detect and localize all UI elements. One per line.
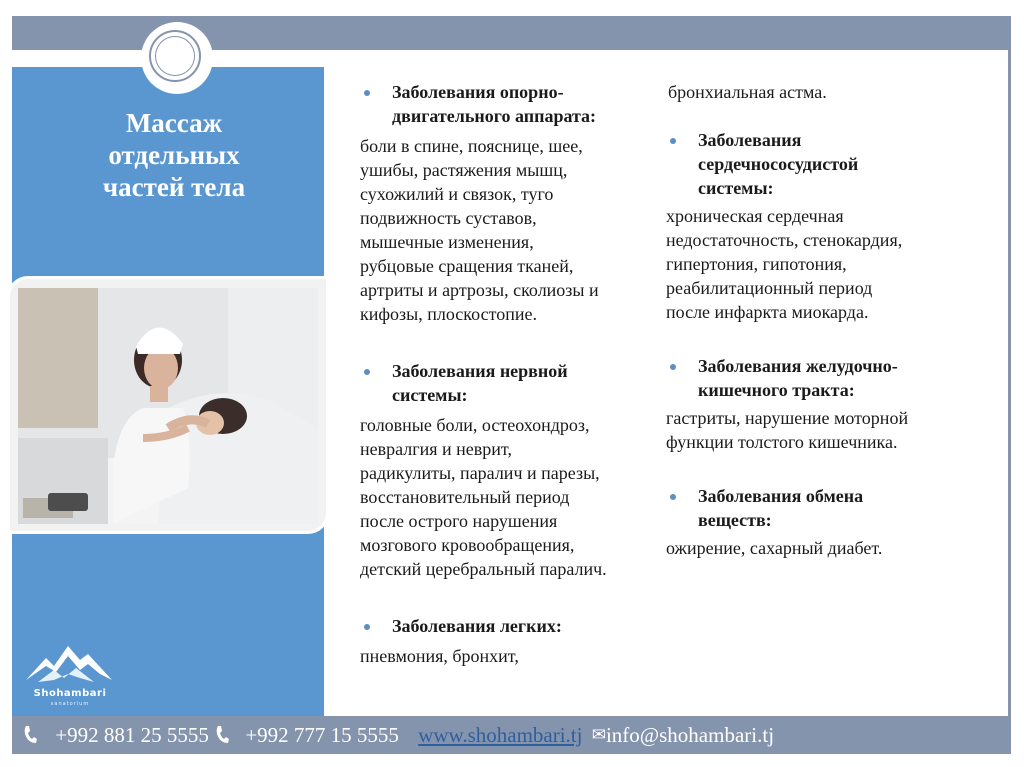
email-address[interactable]: info@shohambari.tj	[605, 723, 775, 748]
continuation-text: бронхиальная астма.	[668, 82, 827, 102]
massage-photo-image	[18, 288, 318, 524]
footer-contacts	[22, 718, 774, 750]
phone-icon	[22, 724, 38, 746]
slide-title: Массаж отдельных частей тела	[102, 108, 246, 202]
section-nervous-system	[360, 359, 668, 581]
section-heading	[666, 128, 996, 200]
website-link[interactable]: www.shohambari.tj	[418, 723, 583, 748]
envelope-icon: ✉	[591, 725, 606, 746]
section-heading-text: Заболевания опорно- двигательного аппарата:	[392, 82, 597, 126]
bullet-icon	[670, 364, 676, 370]
section-cardiovascular	[666, 128, 996, 324]
section-text: ожирение, сахарный диабет.	[666, 538, 883, 558]
section-heading	[360, 614, 668, 638]
phone-number-2[interactable]: +992 777 15 5555	[245, 723, 399, 748]
section-musculoskeletal	[360, 80, 668, 326]
decorative-circle-inner-ring	[155, 36, 195, 76]
section-heading-text: Заболевания нервной системы:	[392, 361, 568, 405]
section-heading	[666, 354, 996, 402]
massage-photo	[18, 288, 318, 524]
section-heading-text: Заболевания легких:	[392, 616, 562, 636]
section-text: пневмония, бронхит,	[360, 646, 519, 666]
bullet-icon	[364, 369, 370, 375]
section-heading	[666, 484, 996, 532]
bullet-icon	[670, 494, 676, 500]
section-heading-text: Заболевания обмена веществ:	[698, 486, 864, 530]
section-heading-text: Заболевания сердечнососудистой системы:	[698, 130, 859, 198]
section-text: боли в спине, пояснице, шее, ушибы, растяжения мышц, сухожилий и связок, туго подвижность суставов, мышечные изменения, рубцовые сращения тканей, артриты и артрозы, сколиозы и кифозы, плоскостопие.	[360, 136, 599, 324]
right-frame-line	[1008, 50, 1011, 716]
section-lungs	[360, 614, 668, 668]
section-text: головные боли, остеохондроз, невралгия и неврит, радикулиты, паралич и парезы, восстановительный период после острого нарушения мозгового кровообращения, детский церебральный паралич.	[360, 415, 607, 579]
content-column-1	[360, 80, 668, 668]
section-text: хроническая сердечная недостаточность, стенокардия, гипертония, гипотония, реабилитационный период после инфаркта миокарда.	[666, 206, 903, 322]
section-text: гастриты, нарушение моторной функции толстого кишечника.	[666, 408, 909, 452]
bullet-icon	[364, 624, 370, 630]
bullet-icon	[670, 138, 676, 144]
section-heading	[360, 80, 668, 128]
section-metabolism	[666, 484, 996, 560]
bullet-icon	[364, 90, 370, 96]
phone-icon	[214, 724, 230, 746]
content-column-2	[666, 80, 996, 560]
phone-number-1[interactable]: +992 881 25 5555	[55, 723, 209, 748]
section-heading-text: Заболевания желудочно- кишечного тракта:	[698, 356, 898, 400]
section-heading	[360, 359, 668, 407]
section-gastrointestinal	[666, 354, 996, 454]
logo-subtitle: sanatorium	[50, 701, 90, 707]
logo-name: Shohambari	[33, 688, 107, 699]
